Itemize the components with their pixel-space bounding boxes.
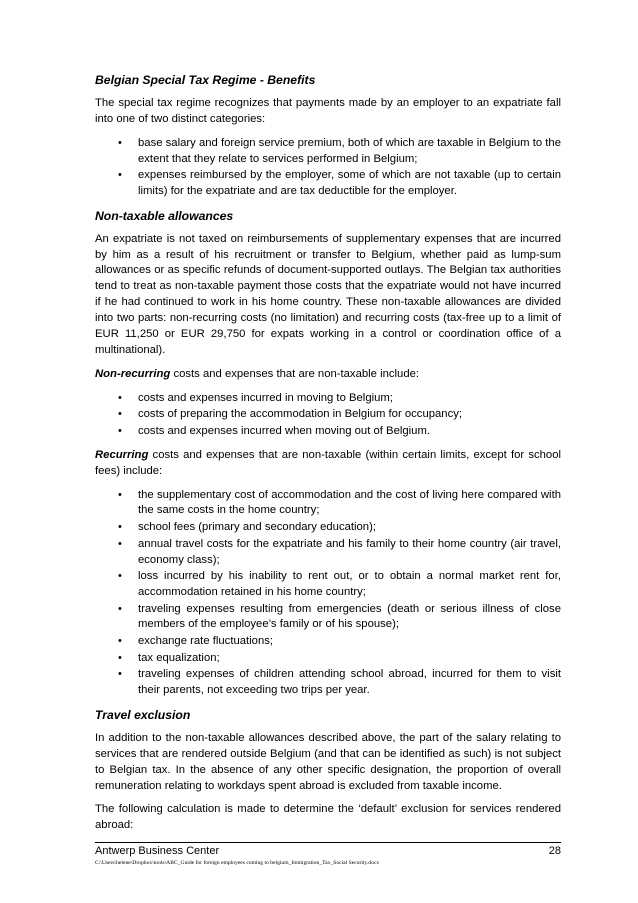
- heading-travel: Travel exclusion: [95, 707, 191, 722]
- list-item: • the supplementary cost of accommodation and the cost of living here compared with the same costs in the home country;: [118, 488, 561, 517]
- list-item: • expenses reimbursed by the employer, some of which are not taxable (up to certain limits) for the expatriate and are tax deductible for the employer.: [118, 169, 561, 197]
- bullet-icon: •: [118, 488, 122, 501]
- bullet-icon: •: [118, 668, 122, 681]
- bullet-icon: •: [118, 408, 122, 421]
- bullet-icon: •: [118, 635, 122, 648]
- page-number: 28: [548, 845, 561, 857]
- list-item: • school fees (primary and secondary education);: [95, 520, 561, 536]
- footer-company: Antwerp Business Center: [95, 845, 220, 857]
- non-recurring-intro: Non-recurring costs and expenses that are non-taxable include:: [95, 367, 420, 380]
- list-item: • traveling expenses of children attending school abroad, incurred for them to visit their parents, not exceeding two trips per year.: [118, 668, 561, 697]
- heading-non-taxable: Non-taxable allowances: [95, 208, 234, 223]
- bullet-icon: •: [118, 425, 122, 438]
- non-recurring-lead: Non-recurring: [95, 367, 171, 380]
- bullet-icon: •: [118, 651, 122, 664]
- footer-divider: [95, 842, 561, 843]
- page-footer: [95, 842, 561, 868]
- bullet-icon: •: [118, 537, 122, 550]
- list-item: • traveling expenses resulting from emergencies (death or serious illness of close members of the employee’s family or of his spouse);: [118, 602, 561, 631]
- intro-paragraph: The special tax regime recognizes that payments made by an employer to an expatriate fall into one of two distinct categories:: [95, 97, 561, 125]
- bullet-icon: •: [118, 136, 122, 149]
- list-item: • costs and expenses incurred when moving out of Belgium.: [95, 424, 561, 440]
- heading-benefits: Belgian Special Tax Regime - Benefits: [95, 73, 316, 87]
- recurring-lead: Recurring: [95, 448, 149, 461]
- bullet-icon: •: [118, 602, 122, 615]
- categories-list: [95, 136, 561, 200]
- recurring-intro: Recurring costs and expenses that are non-taxable (within certain limits, except for school fees) include:: [95, 448, 561, 477]
- bullet-icon: •: [118, 391, 122, 404]
- list-item: • costs of preparing the accommodation in Belgium for occupancy;: [95, 407, 561, 423]
- list-item: • costs and expenses incurred in moving to Belgium;: [95, 391, 561, 407]
- list-item: • exchange rate fluctuations;: [95, 634, 561, 650]
- bullet-icon: •: [118, 521, 122, 534]
- document-body: [95, 72, 561, 842]
- list-item: • tax equalization;: [95, 651, 561, 667]
- travel-paragraph-2: The following calculation is made to determine the ‘default’ exclusion for services rendered abroad:: [95, 803, 561, 832]
- file-path: C:\Users\helene\Dropbox\tools\ABC_Guide for foreign employees coming to belgium_Immigration_Tax_Social Security.docx: [95, 860, 380, 866]
- travel-paragraph-1: In addition to the non-taxable allowances described above, the part of the salary relating to services that are rendered outside Belgium (and that can be identified as such) is not subject to Belgian tax. In the absence of any other specific designation, the proportion of overall remuneration relating to workdays spent abroad is excluded from taxable income.: [95, 731, 561, 792]
- list-item: • base salary and foreign service premium, both of which are taxable in Belgium to the extent that they relate to services performed in Belgium;: [118, 136, 561, 165]
- bullet-icon: •: [118, 169, 122, 182]
- recurring-list: [95, 488, 561, 699]
- non-recurring-list: [95, 391, 561, 440]
- list-item: • loss incurred by his inability to rent out, or to obtain a normal market rent for, accommodation retained in his home country;: [118, 570, 561, 598]
- bullet-icon: •: [118, 570, 122, 583]
- non-taxable-paragraph: An expatriate is not taxed on reimbursements of supplementary expenses that are incurred by him as a result of his recruitment or transfer to Belgium, whether paid as lump-sum allowances or as specific refunds of document-supported outlays. The Belgian tax authorities tend to treat as non-taxable payment those costs that the expatriate would not have incurred if he had continued to work in his home country. These non-taxable allowances are divided into two parts: non-recurring costs (no limitation) and recurring costs (tax-free up to a limit of EUR 11,250 or EUR 29,750 for expats working in a control or coordination office of a multinational).: [95, 232, 561, 356]
- list-item: • annual travel costs for the expatriate and his family to their home country (air travel, economy class);: [118, 537, 561, 566]
